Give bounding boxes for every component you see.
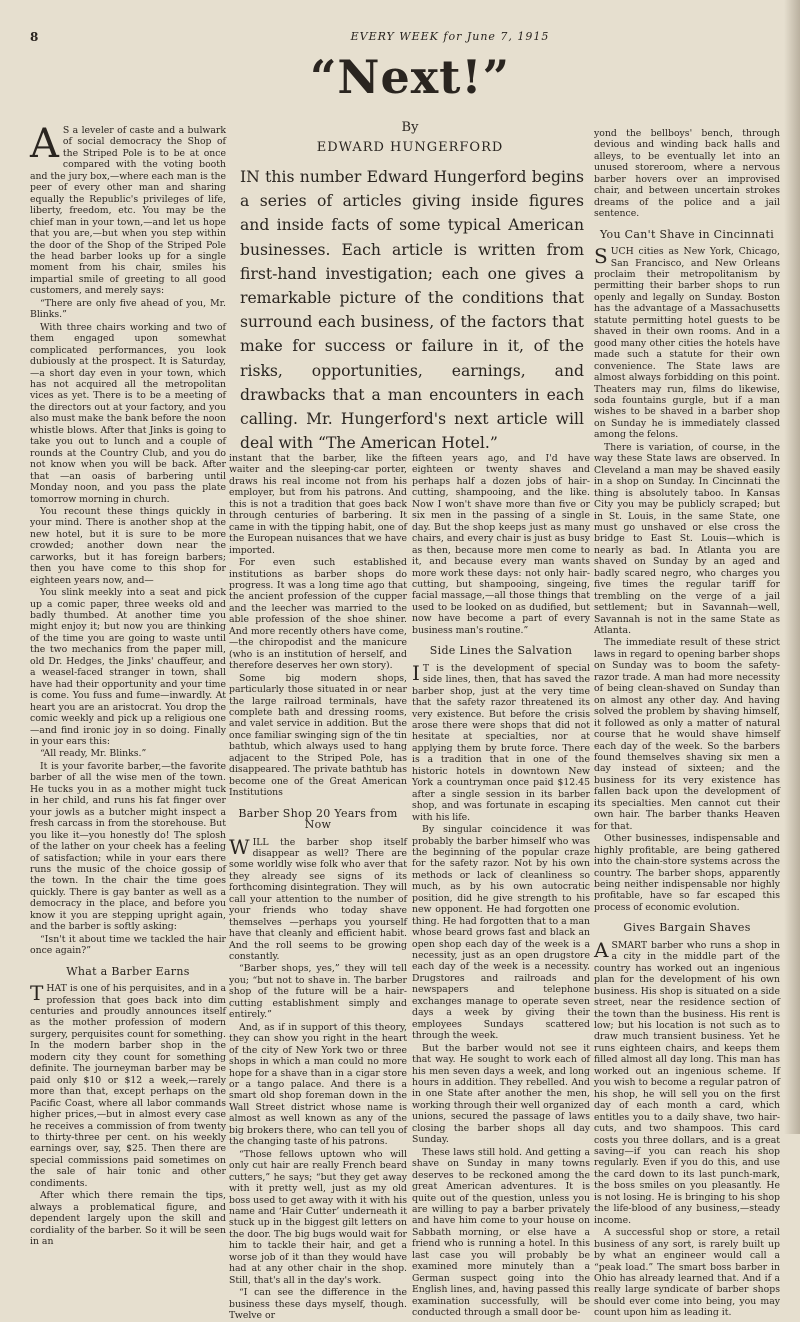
paragraph: After which there remain the tips, always a problematical figure, and dependent largely upon the skill and cordiality of the barber. So it will be seen in an xyxy=(30,1190,226,1248)
drop-cap: W xyxy=(229,834,250,859)
paragraph: Other businesses, indispensable and highly profitable, are being gathered into the chain-store systems across the country. The barber shops, apparently being neither indispensable nor highly profitable, have so far escaped this process of economic evolution. xyxy=(594,833,780,913)
author-name: EDWARD HUNGERFORD xyxy=(316,140,504,155)
byline-by: By xyxy=(401,120,419,135)
section-heading: You Can't Shave in Cincinnati xyxy=(599,227,775,241)
drop-cap: A xyxy=(594,937,609,962)
paragraph: “Those fellows uptown who will only cut hair are really French beard cutters,” he says; “but they get away with it pretty well, just as my old boss used to get away with it with his name and ‘Hair Cutter’ underneath it stuck up in the biggest gilt letters on the door. The big bugs would wait for him to tackle their hair, and get a worse job of it than they would have had at any other chair in the shop. Still, that's all in the day's work. xyxy=(229,1148,407,1286)
paragraph: SMART barber who runs a shop in a city in the middle part of the country has worked out an ingenious plan for the development of his own business. His shop is situated on a side street, near the residence section of the town than the business. His rent is low; but his location is not such as to draw much transient business. Yet he runs eighteen chairs, and keeps them filled almost all day long. This man has worked out an ingenious scheme. If you wish to become a regular patron of his shop, he will sell you on the first day of each month a card, which entitles you to a daily shave, two hair-cuts, and two shampoos. This card costs you three dollars, and is a great saving—if you can reach his shop regularly. Even if you do this, and use the card down to its last punch-mark, the boss smiles on you pleasantly. He is not losing. He is bringing to his shop the life-blood of any business,—steady income. xyxy=(594,939,780,1226)
paragraph: These laws still hold. And getting a shave on Sunday in many towns deserves to be reckoned among the great American adventures. It is quite out of the question, unless you are willing to pay a barber privately and have him come to your house on Sabbath morning, or else have a friend who is running a hotel. In this last case you will probably be examined more minutely than a German suspect going into the English lines, and, having passed this examination successfully, will be conducted through a small door be- xyxy=(412,1146,590,1319)
drop-cap: I xyxy=(412,660,420,685)
section-heading: Barber Shop 20 Years from Now xyxy=(238,806,398,832)
column-2 xyxy=(229,453,407,1322)
paragraph: ILL the barber shop itself disappear as well? There are some worldly wise folk who aver that they already see signs of its forthcoming disintegration. They will call your attention to the number of your friends who today shave themselves —perhaps you yourself have that cleanly and efficient habit. And the roll seems to be growing constantly. xyxy=(229,836,407,963)
drop-cap: S xyxy=(594,244,608,269)
paragraph: For even such established institutions as barber shops do progress. It was a long time ago that the ancient profession of the cupper and the leecher was married to the able profession of the shoe shiner. And more recently others have come,—the chiropodist and the manicure (who is an institution of herself, and therefore deserves her own story). xyxy=(229,557,407,672)
column-4 xyxy=(594,128,780,1319)
issue-line: EVERY WEEK for June 7, 1915 xyxy=(350,30,550,43)
article-title: “Next!” xyxy=(309,50,511,104)
paragraph: But the barber would not see it that way. He sought to work each of his men seven days a week, and long hours in addition. They rebelled. And in one State after another the men, working through their well organized unions, secured the passage of laws closing the barber shops all day Sunday. xyxy=(412,1042,590,1146)
drop-cap: T xyxy=(30,981,44,1006)
paragraph: UCH cities as New York, Chicago, San Francisco, and New Orleans proclaim their metropolitanism by permitting their barber shops to run openly and legally on Sunday. Boston has the advantage of a Massachusetts statute permitting hotel guests to be shaved in their own rooms. And in a good many other cities the hotels have made such a statute for their own convenience. The State laws are almost always forbidding on this point. Theaters may run, films do likewise, soda fountains gurgle, but if a man wishes to be shaved in a barber shop on Sunday he is immediately classed among the felons. xyxy=(594,246,780,441)
paragraph: “Isn't it about time we tackled the hair once again?” xyxy=(30,933,226,957)
drop-cap: A xyxy=(30,121,59,167)
paragraph: It is your favorite barber,—the favorite barber of all the wise men of the town. He tucks you in as a mother might tuck in her child, and runs his fat finger over your jowls as a butcher might inspect a fresh carcass in from the storehouse. But you like it—you honestly do! The splosh of the lather on your cheek has a feeling of satisfaction; while in your ears there runs the music of the choice gossip of the town. In the chair the time goes quickly. There is gay banter as well as a democracy in the place, and before you know it you are stepping upright again, and the barber is softly asking: xyxy=(30,760,226,933)
running-head xyxy=(0,30,800,46)
section-heading: What a Barber Earns xyxy=(66,964,190,978)
section-heading: Side Lines the Salvation xyxy=(429,644,573,658)
paragraph: With three chairs working and two of them engaged upon somewhat complicated performances, you look dubiously at the prospect. It is Saturday,—a short day even in your town, which has not acquired all the metropolitan vices as yet. There is to be a meeting of the directors out at your factory, and you also must make the bank before the noon whistle blows. After that Jinks is going to take you out to lunch and a couple of rounds at the Country Club, and you do not know when you will be back. After that —an oasis of barbering until Monday noon, and you pass the plate tomorrow morning in church. xyxy=(30,321,226,505)
article-intro: IN this number Edward Hungerford begins a series of articles giving inside figures and inside facts of some typical American businesses. Each article is written from first-hand investigation; each one gives a remarkable picture of the conditions that surround each business, of the factors that make for success or failure in it, of the risks, opportunities, earnings, and drawbacks that a man encounters in each calling. Mr. Hungerford's next article will deal with “The American Hotel.” xyxy=(240,168,584,453)
section-heading: Gives Bargain Shaves xyxy=(623,921,751,935)
paragraph: “I can see the difference in the business these days myself, though. Twelve or xyxy=(229,1287,407,1322)
paragraph: You slink meekly into a seat and pick up a comic paper, three weeks old and badly thumbed. At another time you might enjoy it; but now you are thinking of the time you are going to waste until the two mechanics from the paper mill, old Dr. Hedges, the Jinks' chauffeur, and a weasel-faced stranger in town, shall have had their opportunity and your time is come. You fuss and fume—inwardly. At heart you are an aristocrat. You drop the comic weekly and pick up a religious one—and find ironic joy in so doing. Finally in your ears this: xyxy=(30,587,226,748)
paragraph: By singular coincidence it was probably the barber himself who was the beginning of the popular craze for the safety razor. Not by his own methods or lack of cleanliness so much, as by his own autocratic position, did he give strength to his new opponent. He had forgotten one thing. He had forgotten that to a man whose beard grows fast and black an open shop each day of the week is a necessity, just as an open drugstore each day of the week is a necessity. Drugstores and railroads and newspapers and telephone exchanges manage to operate seven days a week by giving their employees Sundays scattered through the week. xyxy=(412,824,590,1042)
paragraph: instant that the barber, like the waiter and the sleeping-car porter, draws his real income not from his employer, but from his patrons. And this is not a tradition that goes back through centuries of barbering. It came in with the tipping habit, one of the European nuisances that we have imported. xyxy=(229,453,407,556)
page-number: 8 xyxy=(30,30,39,44)
paragraph: S a leveler of caste and a bulwark of social democracy the Shop of the Striped Pole is to be at once compared with the voting booth and the jury box,—where each man is the peer of every other man and sharing equally the Republic's privileges of life, liberty, freedom, etc. You may be the chief man in your town,—and let us hope that you are,—but when you step within the door of the Shop of the Striped Pole the head barber looks up for a single moment from his chair, smiles his impartial smile of greeting to all good customers, and merely says: xyxy=(30,125,226,297)
paragraph: T is the development of special side lines, then, that has saved the barber shop, just at the very time that the safety razor threatened its very existence. But before the crisis arose there were shops that did not hesitate at specialties, nor at applying them by brute force. There is a tradition that in one of the historic hotels in downtown New York a countryman once paid $12.45 after a single session in its barber shop, and was fortunate in escaping with his life. xyxy=(412,662,590,823)
paragraph: There is variation, of course, in the way these State laws are observed. In Cleveland a man may be shaved easily in a shop on Sunday. In Cincinnati the thing is absolutely taboo. In Kansas City you may be publicly scraped; but in St. Louis, in the same State, one must go unshaved or else cross the bridge to East St. Louis—which is nearly as bad. In Atlanta you are shaved on Sunday by an aged and badly scared negro, who charges you five times the regular tariff for trembling on the verge of a jail settlement; but in Savannah—well, Savannah is not in the same State as Atlanta. xyxy=(594,441,780,637)
paragraph: A successful shop or store, a retail business of any sort, is rarely built up by what an engineer would call a “peak load.” The smart boss barber in Ohio has already learned that. And if a really large syndicate of barber shops should ever come into being, you may count upon him as leading it. xyxy=(594,1227,780,1319)
paragraph: fifteen years ago, and I'd have eighteen or twenty shaves and perhaps half a dozen jobs of hair-cutting, shampooing, and the like. Now I won't shave more than five or six men in the passing of a single day. But the shop keeps just as many chairs, and every chair is just as busy as then, because more men come to it, and because every man wants more work these days: not only hair-cutting, but shampooing, singeing, facial massage,—all those things that used to be looked on as dudified, but now have become a part of every business man's routine.” xyxy=(412,453,590,636)
paragraph: Some big modern shops, particularly those situated in or near the large railroad terminals, have complete bath and dressing rooms, and valet service in addition. But the once familiar swinging sign of the tin bathtub, which always used to hang adjacent to the Striped Pole, has disappeared. The private bathtub has become one of the Great American Institutions xyxy=(229,672,407,799)
paragraph: “All ready, Mr. Blinks.” xyxy=(40,748,147,760)
column-1 xyxy=(30,121,226,1248)
paragraph: “There are only five ahead of you, Mr. Blinks.” xyxy=(30,297,226,321)
paragraph: “Barber shops, yes,” they will tell you; “but not to shave in. The barber shop of the future will be a hair-cutting establishment simply and entirely.” xyxy=(229,963,407,1021)
paragraph: HAT is one of his perquisites, and in a profession that goes back into dim centuries and proudly announces itself as the mother profession of modern surgery, perquisites count for something. In the modern barber shop in the modern city they count for something definite. The journeyman barber may be paid only $10 or $12 a week,—rarely more than that, except perhaps on the Pacific Coast, where all labor commands higher prices,—but in almost every case he receives a commission of from twenty to thirty-three per cent. on his weekly earnings over, say, $25. Then there are special commissions paid sometimes on the sale of hair tonic and other condiments. xyxy=(30,983,226,1189)
column-3 xyxy=(412,453,590,1319)
paragraph: And, as if in support of this theory, they can show you right in the heart of the city of New York two or three shops in which a man could no more hope for a shave than in a cigar store or a tango palace. And there is a smart old shop foreman down in the Wall Street district whose name is almost as well known as any of the big brokers there, who can tell you of the changing taste of his patrons. xyxy=(229,1021,407,1148)
paragraph: You recount these things quickly in your mind. There is another shop at the new hotel, but it is sure to be more crowded; another down near the carworks, but it has foreign barbers; then you have come to this shop for eighteen years now, and— xyxy=(30,505,226,586)
paragraph: yond the bellboys' bench, through devious and winding back halls and alleys, to be eventually let into an unused storeroom, where a nervous barber hovers over an improvised chair, and between uncertain strokes dreams of the police and a jail sentence. xyxy=(594,128,780,220)
page-edge-shadow xyxy=(784,0,800,1134)
paragraph: The immediate result of these strict laws in regard to opening barber shops on Sunday was to boom the safety-razor trade. A man had more necessity of being clean-shaved on Sunday than on almost any other day. And having solved the problem by shaving himself, it followed as only a matter of natural course that he would shave himself each day of the week. So the barbers found themselves shaving six men a day instead of sixteen; and the business for its very existence has fallen back upon the development of its specialties. Men cannot cut their own hair. The barber thanks Heaven for that. xyxy=(594,637,780,832)
